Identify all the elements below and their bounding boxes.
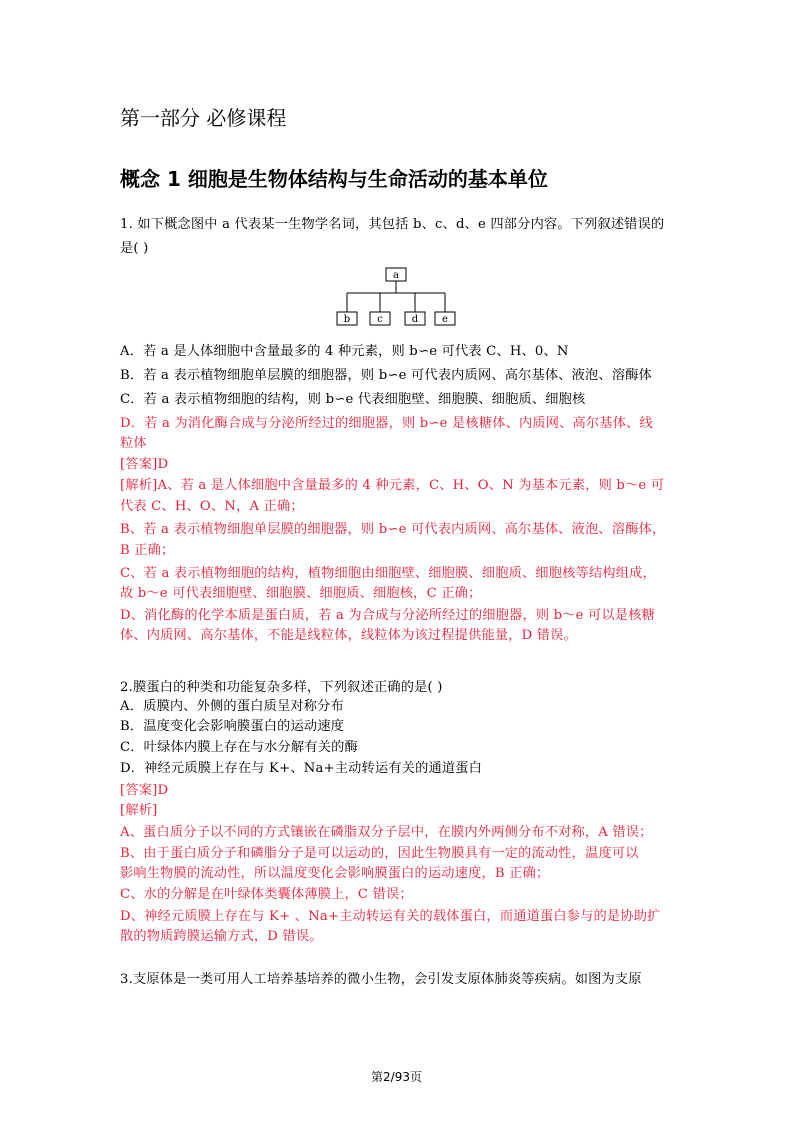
q2-analysis-line-6: D、神经元质膜上存在与 K+ 、Na+主动转运有关的载体蛋白，而通道蛋白参与的是协助扩 [120, 909, 661, 924]
q1-analysis-line-8: 体、内质网、高尔基体，不能是线粒体，线粒体为该过程提供能量，D 错误。 [120, 628, 577, 643]
q2-option-a: A．质膜内、外侧的蛋白质呈对称分布 [120, 699, 344, 714]
q1-analysis-line-5: C、若 a 表示植物细胞的结构，植物细胞由细胞壁、细胞膜、细胞质、细胞核等结构组成， [120, 566, 656, 581]
part-title: 第一部分 必修课程 [120, 106, 287, 130]
q2-option-c: C．叶绿体内膜上存在与水分解有关的酶 [120, 740, 358, 755]
q1-analysis-line-2: 代表 C、H、O、N，A 正确； [120, 499, 304, 514]
diagram-label-d: d [411, 314, 419, 325]
diagram-label-root: a [393, 270, 399, 281]
q1-option-d-line-1: D．若 a 为消化酶合成与分泌所经过的细胞器，则 b∽e 是核糖体、内质网、高尔基体、线 [120, 416, 653, 431]
q2-analysis-line-7: 散的物质跨膜运输方式，D 错误。 [120, 929, 323, 944]
q1-stem-line-1: 1. 如下概念图中 a 代表某一生物学名词，其包括 b、c、d、e 四部分内容。下列叙述错误的 [120, 217, 665, 232]
q2-option-b: B．温度变化会影响膜蛋白的运动速度 [120, 719, 345, 734]
q1-analysis-line-1: [解析]A、若 a 是人体细胞中含量最多的 4 种元素，C、H、O、N 为基本元素，则 b～e 可 [120, 478, 665, 493]
q2-analysis-line-5: C、水的分解是在叶绿体类囊体薄膜上，C 错误； [120, 887, 413, 902]
q1-option-c: C．若 a 表示植物细胞的结构，则 b∽e 代表细胞壁、细胞膜、细胞质、细胞核 [120, 392, 586, 407]
page-number: 第2/93页 [371, 1070, 422, 1084]
q1-option-b: B．若 a 表示植物细胞单层膜的细胞器，则 b∽e 可代表内质网、高尔基体、液泡、溶酶体 [120, 368, 652, 383]
q2-analysis-line-1: [解析] [120, 803, 158, 818]
q2-stem: 2.膜蛋白的种类和功能复杂多样，下列叙述正确的是( ) [120, 680, 443, 695]
q1-analysis-line-6: 故 b～e 可代表细胞壁、细胞膜、细胞质、细胞核，C 正确； [120, 586, 482, 601]
q1-analysis-line-7: D、消化酶的化学本质是蛋白质，若 a 为合成与分泌所经过的细胞器，则 b～e 可以是核糖 [120, 608, 655, 623]
q1-answer: [答案]D [120, 457, 169, 472]
q2-option-d: D．神经元质膜上存在与 K+、Na+主动转运有关的通道蛋白 [120, 761, 483, 776]
concept-diagram [330, 265, 470, 327]
q3-stem: 3.支原体是一类可用人工培养基培养的微小生物，会引发支原体肺炎等疾病。如图为支原 [120, 972, 642, 987]
concept-title: 概念 1 细胞是生物体结构与生命活动的基本单位 [120, 167, 548, 191]
q1-analysis-line-3: B、若 a 表示植物细胞单层膜的细胞器，则 b∽e 可代表内质网、高尔基体、液泡、溶酶体， [120, 522, 666, 537]
diagram-label-c: c [377, 314, 383, 325]
q2-analysis-line-3: B、由于蛋白质分子和磷脂分子是可以运动的，因此生物膜具有一定的流动性，温度可以 [120, 846, 639, 861]
q2-answer: [答案]D [120, 783, 169, 798]
q1-stem-line-2: 是( ) [120, 241, 149, 256]
q1-option-a: A．若 a 是人体细胞中含量最多的 4 种元素，则 b∽e 可代表 C、H、0、N [120, 344, 569, 359]
q2-analysis-line-2: A、蛋白质分子以不同的方式镶嵌在磷脂双分子层中，在膜内外两侧分布不对称，A 错误； [120, 825, 653, 840]
q2-analysis-line-4: 影响生物膜的流动性，所以温度变化会影响膜蛋白的运动速度，B 正确； [120, 866, 550, 881]
q1-analysis-line-4: B 正确； [120, 543, 175, 558]
diagram-label-e: e [442, 314, 448, 325]
diagram-label-b: b [343, 314, 351, 325]
q1-option-d-line-2: 粒体 [120, 436, 147, 451]
